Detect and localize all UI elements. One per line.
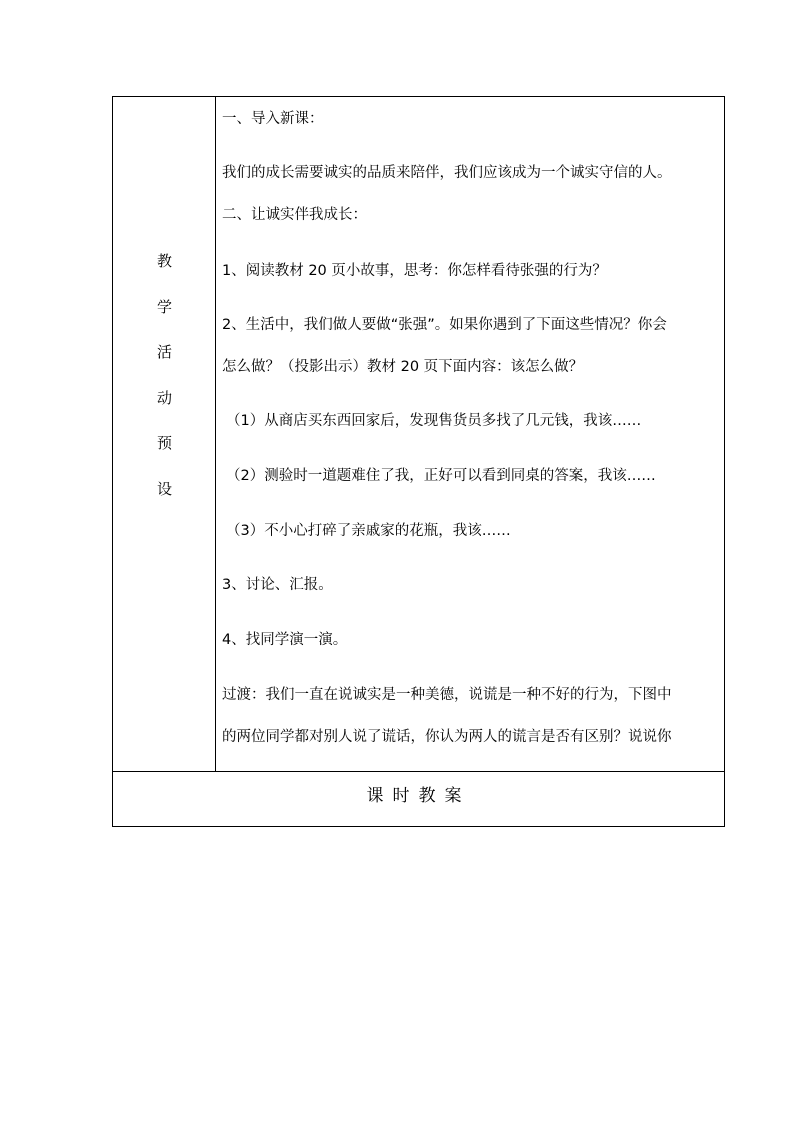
lesson-content-cell	[216, 97, 724, 772]
scenario-item: （1）从商店买东西回家后，发现售货员多找了几元钱，我该……	[226, 413, 642, 429]
list-item: 2、生活中，我们做人要做“张强”。如果你遇到了下面这些情况？你会	[222, 317, 667, 333]
scenario-item: （3）不小心打碎了亲戚家的花瓶，我该……	[226, 523, 511, 539]
scenario-item: （2）测验时一道题难住了我，正好可以看到同桌的答案，我该……	[226, 468, 656, 484]
footer-title: 课时教案	[366, 786, 471, 806]
section-label-char: 学	[156, 297, 172, 316]
paragraph: 我们的成长需要诚实的品质来陪伴，我们应该成为一个诚实守信的人。	[222, 165, 672, 181]
list-item: 1、阅读教材 20 页小故事，思考：你怎样看待张强的行为？	[222, 263, 607, 279]
list-item-continued: 怎么做？（投影出示）教材 20 页下面内容：该怎么做？	[222, 359, 584, 375]
footer-cell	[113, 772, 724, 826]
section-label-char: 预	[156, 434, 172, 452]
section-label-char: 动	[156, 388, 172, 407]
section-label-char: 教	[156, 252, 172, 270]
transition-paragraph: 过渡：我们一直在说诚实是一种美德，说谎是一种不好的行为，下图中	[222, 687, 672, 703]
section-label-char: 活	[156, 343, 172, 361]
section-label-char: 设	[156, 479, 172, 498]
lesson-plan-table	[112, 96, 725, 827]
list-item: 3、讨论、汇报。	[222, 577, 333, 593]
section-label	[113, 239, 216, 512]
section-label-cell	[113, 97, 216, 772]
list-item: 4、找同学演一演。	[222, 632, 348, 648]
heading-intro: 一、导入新课：	[222, 111, 324, 127]
heading-honesty: 二、让诚实伴我成长：	[222, 207, 367, 223]
transition-paragraph-continued: 的两位同学都对别人说了谎话，你认为两人的谎言是否有区别？说说你	[222, 729, 672, 745]
